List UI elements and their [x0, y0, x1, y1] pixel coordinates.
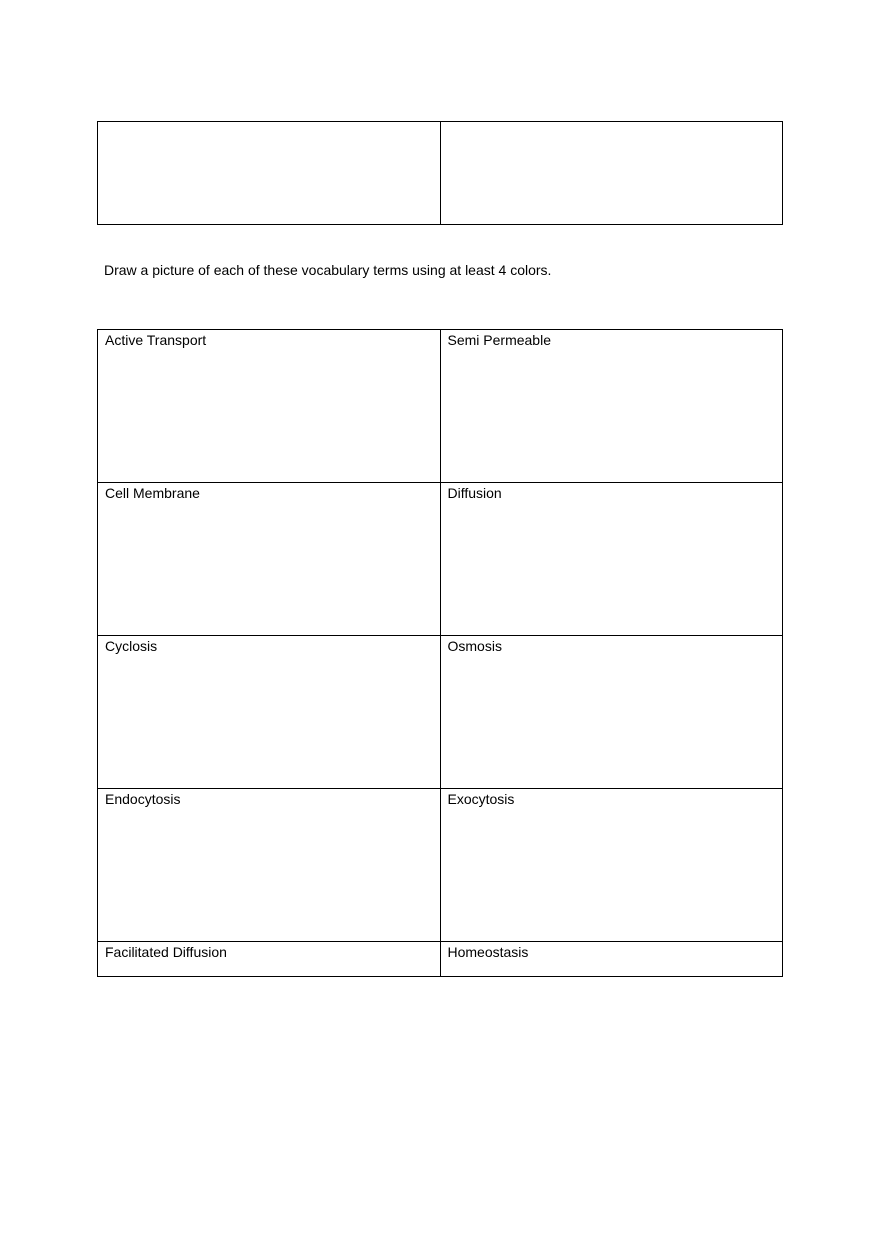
top-blank-table — [97, 121, 783, 225]
vocab-cell-cyclosis: Cyclosis — [98, 636, 441, 789]
blank-cell-right — [440, 122, 783, 225]
table-row — [98, 483, 783, 636]
table-row — [98, 942, 783, 977]
blank-cell-left — [98, 122, 441, 225]
vocab-cell-homeostasis: Homeostasis — [440, 942, 783, 977]
vocab-cell-facilitated-diffusion: Facilitated Diffusion — [98, 942, 441, 977]
instructions-text: Draw a picture of each of these vocabulary terms using at least 4 colors. — [104, 262, 552, 278]
table-row — [98, 636, 783, 789]
vocab-cell-cell-membrane: Cell Membrane — [98, 483, 441, 636]
vocab-cell-endocytosis: Endocytosis — [98, 789, 441, 942]
vocab-cell-diffusion: Diffusion — [440, 483, 783, 636]
vocab-cell-active-transport: Active Transport — [98, 330, 441, 483]
vocab-cell-exocytosis: Exocytosis — [440, 789, 783, 942]
table-row — [98, 122, 783, 225]
vocab-cell-semi-permeable: Semi Permeable — [440, 330, 783, 483]
vocabulary-table — [97, 329, 783, 977]
table-row — [98, 789, 783, 942]
table-row — [98, 330, 783, 483]
vocab-cell-osmosis: Osmosis — [440, 636, 783, 789]
